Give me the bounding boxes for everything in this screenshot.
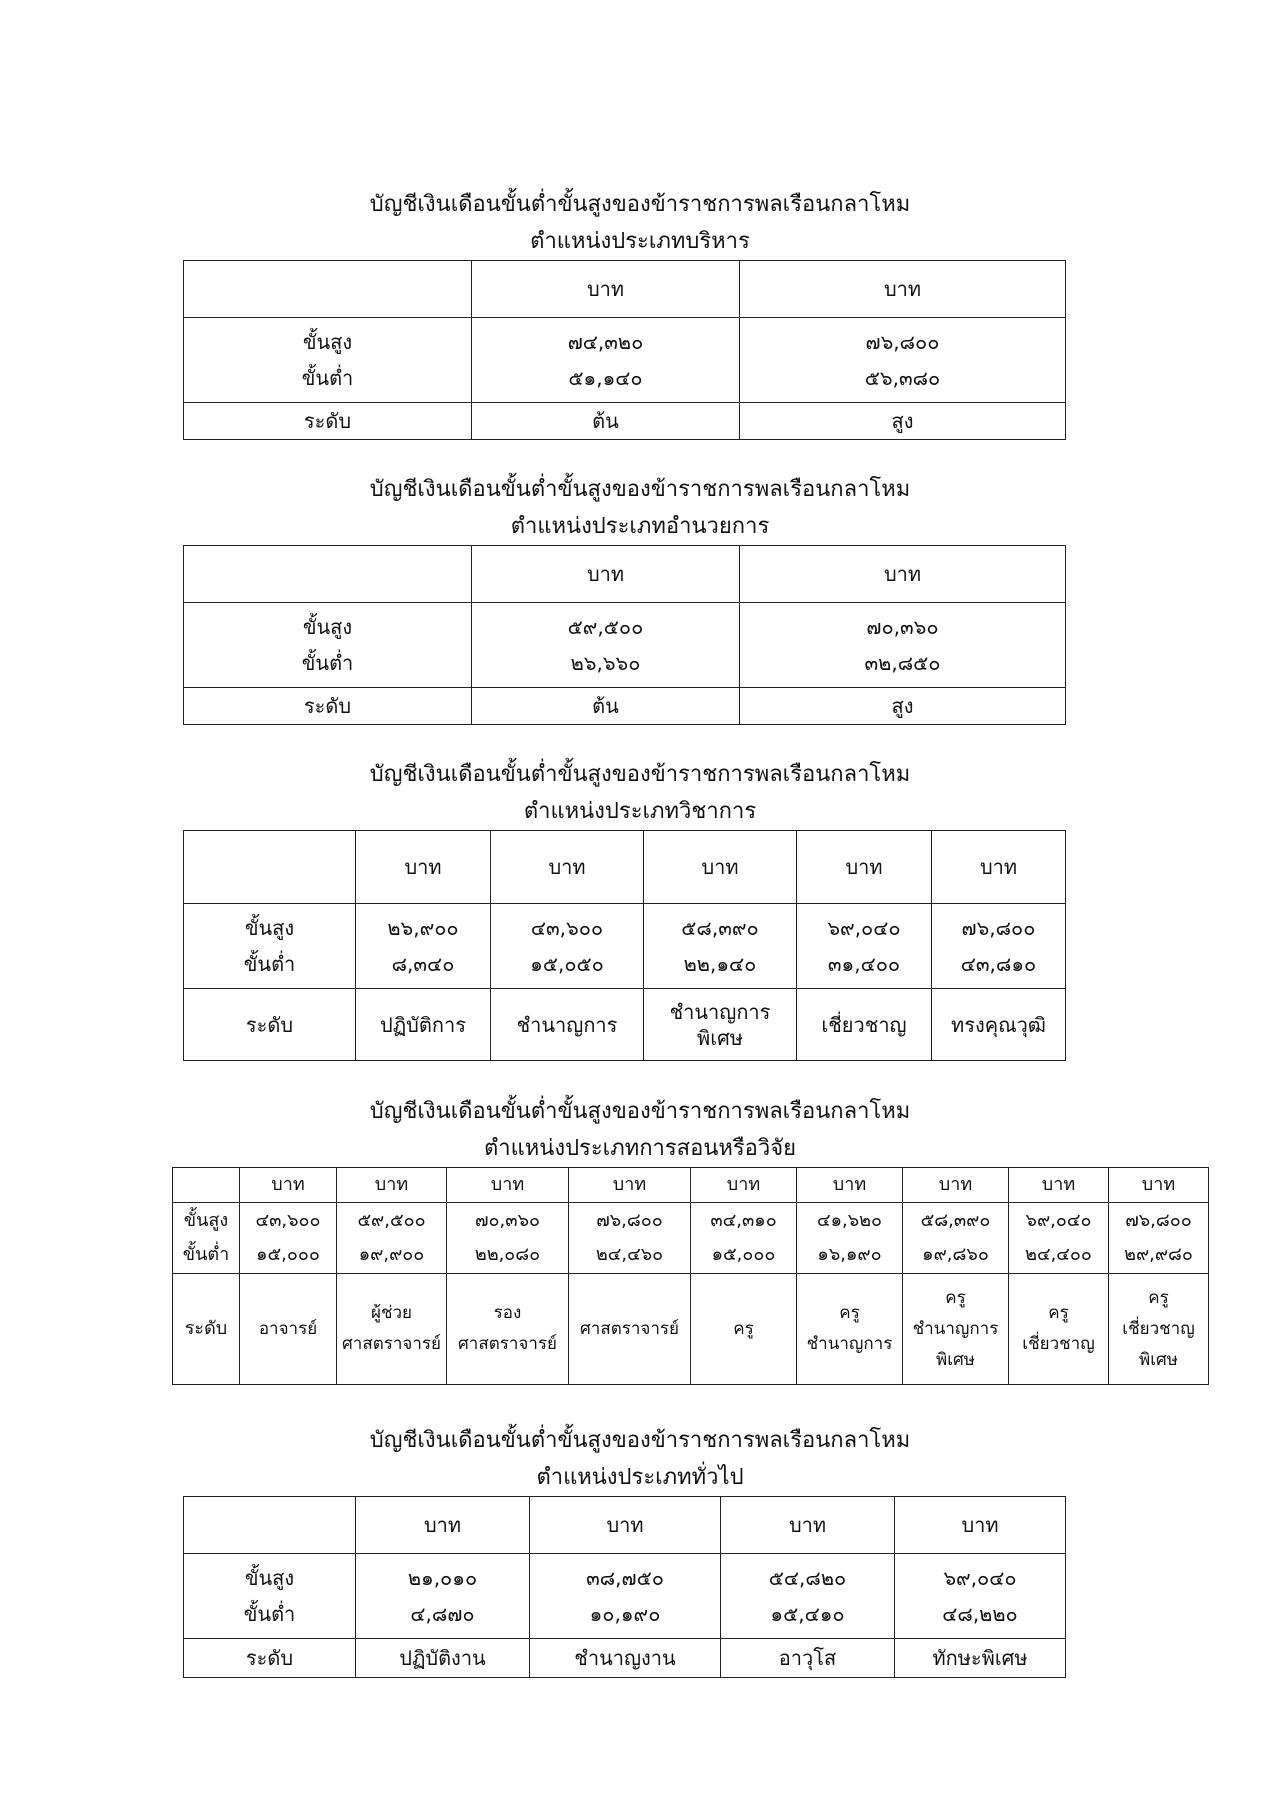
header-empty-cell (184, 261, 472, 318)
max-value: ๕๙,๕๐๐ (357, 1210, 426, 1231)
level-line: ครู (1048, 1303, 1069, 1323)
range-label-cell (184, 318, 472, 403)
section-subtitle: ตำแหน่งประเภทการสอนหรือวิจัย (483, 1136, 797, 1161)
unit-header: บาท (1109, 1168, 1209, 1203)
level-value (472, 403, 740, 440)
level-label: ระดับ (184, 688, 472, 725)
level-value (356, 989, 491, 1061)
level-line: พิเศษ (697, 1025, 743, 1050)
range-value-cell (932, 904, 1066, 989)
range-value-cell (721, 1554, 895, 1639)
level-value (895, 1639, 1066, 1678)
level-line: ชำนาญการ (912, 1318, 999, 1339)
range-label-cell (184, 904, 356, 989)
level-line: ครู (839, 1303, 860, 1323)
min-value: ๘,๓๔๐ (391, 952, 455, 976)
unit-header: บาท (337, 1168, 447, 1203)
max-value: ๒๑,๐๑๐ (407, 1566, 478, 1590)
min-label: ขั้นต่ำ (301, 366, 354, 390)
level-value (472, 688, 740, 725)
range-label-cell (173, 1203, 240, 1274)
level-value (1109, 1274, 1209, 1385)
range-value-cell (895, 1554, 1066, 1639)
min-value: ๒๔,๔๖๐ (595, 1244, 664, 1265)
level-line: ชำนาญการ (516, 1012, 618, 1037)
level-line: ชำนาญการ (806, 1334, 893, 1354)
unit-header: บาท (447, 1168, 569, 1203)
header-empty-cell (184, 546, 472, 603)
level-line: ชำนาญการ (669, 999, 771, 1024)
salary-table (172, 1167, 1209, 1385)
unit-header: บาท (472, 546, 740, 603)
max-value: ๕๔,๘๒๐ (768, 1566, 847, 1590)
min-value: ๑๖,๑๙๐ (817, 1244, 882, 1265)
range-value-cell (644, 904, 797, 989)
min-value: ๑๙,๘๖๐ (922, 1244, 989, 1265)
salary-table (183, 830, 1066, 1061)
header-empty-cell (184, 831, 356, 904)
max-label: ขั้นสูง (302, 615, 353, 639)
max-label: ขั้นสูง (183, 1210, 229, 1231)
min-label: ขั้นต่ำ (301, 651, 354, 675)
min-value: ๑๕,๐๐๐ (256, 1244, 320, 1265)
unit-header: บาท (491, 831, 644, 904)
max-value: ๒๖,๙๐๐ (387, 916, 459, 940)
unit-header: บาท (740, 546, 1066, 603)
level-line: อาจารย์ (258, 1318, 318, 1339)
level-value (740, 403, 1066, 440)
unit-header: บาท (530, 1497, 721, 1554)
unit-header: บาท (895, 1497, 1066, 1554)
section-title: บัญชีเงินเดือนขั้นต่ำขั้นสูงของข้าราชการพลเรือนกลาโหม (369, 477, 911, 502)
level-line: รอง (493, 1303, 522, 1323)
level-line: ครู (733, 1318, 754, 1339)
min-value: ๑๕,๔๑๐ (770, 1602, 845, 1626)
section-title: บัญชีเงินเดือนขั้นต่ำขั้นสูงของข้าราชการพลเรือนกลาโหม (369, 762, 911, 787)
level-label: ระดับ (184, 403, 472, 440)
range-value-cell (491, 904, 644, 989)
unit-header: บาท (932, 831, 1066, 904)
unit-header: บาท (740, 261, 1066, 318)
min-value: ๑๙,๙๐๐ (358, 1244, 425, 1265)
range-label-cell (184, 1554, 356, 1639)
max-value: ๓๔,๓๑๐ (710, 1210, 777, 1231)
level-line: ปฏิบัติการ (380, 1012, 466, 1037)
min-value: ๑๐,๑๙๐ (589, 1602, 661, 1626)
min-value: ๓๒,๘๕๐ (864, 651, 941, 675)
unit-header: บาท (569, 1168, 691, 1203)
range-value-cell (740, 318, 1066, 403)
min-value: ๕๑,๑๔๐ (568, 366, 643, 390)
max-value: ๗๖,๘๐๐ (961, 916, 1036, 940)
level-value (491, 989, 644, 1061)
level-line: เชี่ยวชาญ (821, 1012, 907, 1037)
level-value (569, 1274, 691, 1385)
level-line: ชำนาญงาน (574, 1646, 676, 1670)
level-value (691, 1274, 797, 1385)
level-line: ศาสตราจารย์ (341, 1334, 442, 1354)
max-value: ๗๖,๘๐๐ (596, 1210, 663, 1231)
range-value-cell (1109, 1203, 1209, 1274)
level-value (337, 1274, 447, 1385)
max-value: ๕๘,๓๙๐ (681, 916, 759, 940)
level-value (1009, 1274, 1109, 1385)
level-value (903, 1274, 1009, 1385)
range-value-cell (447, 1203, 569, 1274)
level-line: สูง (891, 409, 914, 433)
header-empty-cell (184, 1497, 356, 1554)
section-subtitle: ตำแหน่งประเภททั่วไป (536, 1465, 744, 1490)
max-value: ๖๙,๐๔๐ (827, 916, 901, 940)
level-value (447, 1274, 569, 1385)
max-value: ๓๘,๗๕๐ (586, 1566, 664, 1590)
level-line: พิเศษ (935, 1349, 975, 1370)
unit-header: บาท (903, 1168, 1009, 1203)
section-subtitle: ตำแหน่งประเภทอำนวยการ (510, 514, 770, 539)
min-value: ๔๓,๘๑๐ (960, 952, 1037, 976)
unit-header: บาท (1009, 1168, 1109, 1203)
min-label: ขั้นต่ำ (243, 952, 296, 976)
max-value: ๔๓,๖๐๐ (530, 916, 604, 940)
max-label: ขั้นสูง (302, 330, 353, 354)
range-value-cell (356, 1554, 530, 1639)
section-subtitle: ตำแหน่งประเภทบริหาร (530, 229, 750, 254)
level-label: ระดับ (184, 989, 356, 1061)
level-line: ครู (945, 1287, 966, 1308)
level-label: ระดับ (173, 1274, 240, 1385)
level-line: อาวุโส (778, 1646, 837, 1670)
level-line: ทรงคุณวุฒิ (951, 1012, 1046, 1037)
range-value-cell (691, 1203, 797, 1274)
salary-table (183, 260, 1066, 440)
range-value-cell (740, 603, 1066, 688)
range-value-cell (797, 904, 932, 989)
level-value (740, 688, 1066, 725)
level-value (644, 989, 797, 1061)
unit-header: บาท (240, 1168, 337, 1203)
unit-header: บาท (691, 1168, 797, 1203)
max-value: ๕๙,๕๐๐ (567, 615, 644, 639)
unit-header: บาท (472, 261, 740, 318)
max-value: ๗๔,๓๒๐ (567, 330, 644, 354)
min-value: ๒๒,๐๘๐ (474, 1244, 541, 1265)
max-value: ๗๖,๘๐๐ (1125, 1210, 1192, 1231)
section-title: บัญชีเงินเดือนขั้นต่ำขั้นสูงของข้าราชการพลเรือนกลาโหม (369, 1428, 911, 1453)
range-value-cell (337, 1203, 447, 1274)
unit-header: บาท (721, 1497, 895, 1554)
section-title: บัญชีเงินเดือนขั้นต่ำขั้นสูงของข้าราชการพลเรือนกลาโหม (369, 1099, 911, 1124)
min-value: ๒๒,๑๔๐ (683, 952, 757, 976)
max-label: ขั้นสูง (244, 1566, 295, 1590)
level-line: ปฏิบัติงาน (399, 1646, 486, 1670)
level-value (797, 989, 932, 1061)
section-title: บัญชีเงินเดือนขั้นต่ำขั้นสูงของข้าราชการพลเรือนกลาโหม (369, 192, 911, 217)
level-label: ระดับ (184, 1639, 356, 1678)
unit-header: บาท (797, 831, 932, 904)
max-value: ๖๙,๐๔๐ (1025, 1210, 1092, 1231)
range-value-cell (356, 904, 491, 989)
min-label: ขั้นต่ำ (182, 1244, 230, 1265)
max-label: ขั้นสูง (244, 916, 295, 940)
level-line: ทักษะพิเศษ (932, 1646, 1028, 1670)
level-value (721, 1639, 895, 1678)
level-line: พิเศษ (1138, 1349, 1178, 1370)
max-value: ๔๓,๖๐๐ (255, 1210, 321, 1231)
range-value-cell (569, 1203, 691, 1274)
level-line: เชี่ยวชาญ (1122, 1318, 1195, 1339)
unit-header: บาท (356, 831, 491, 904)
range-label-cell (184, 603, 472, 688)
range-value-cell (530, 1554, 721, 1639)
level-value (797, 1274, 903, 1385)
level-line: ศาสตราจารย์ (579, 1318, 680, 1339)
range-value-cell (240, 1203, 337, 1274)
level-line: ศาสตราจารย์ (457, 1334, 558, 1354)
range-value-cell (1009, 1203, 1109, 1274)
min-label: ขั้นต่ำ (243, 1602, 296, 1626)
unit-header: บาท (797, 1168, 903, 1203)
level-value (530, 1639, 721, 1678)
salary-table (183, 1496, 1066, 1678)
unit-header: บาท (356, 1497, 530, 1554)
range-value-cell (472, 318, 740, 403)
level-value (932, 989, 1066, 1061)
salary-table (183, 545, 1066, 725)
section-subtitle: ตำแหน่งประเภทวิชาการ (523, 799, 757, 824)
max-value: ๖๙,๐๔๐ (943, 1566, 1017, 1590)
min-value: ๒๖,๖๖๐ (570, 651, 641, 675)
max-value: ๗๐,๓๖๐ (475, 1210, 540, 1231)
level-line: สูง (891, 694, 914, 718)
min-value: ๕๖,๓๘๐ (864, 366, 941, 390)
min-value: ๔๘,๒๒๐ (942, 1602, 1018, 1626)
min-value: ๑๕,๐๐๐ (711, 1244, 776, 1265)
level-line: ผู้ช่วย (370, 1303, 412, 1323)
range-value-cell (903, 1203, 1009, 1274)
max-value: ๕๘,๓๙๐ (920, 1210, 991, 1231)
range-value-cell (797, 1203, 903, 1274)
min-value: ๒๙,๙๘๐ (1124, 1244, 1193, 1265)
level-line: ต้น (592, 409, 619, 433)
min-value: ๒๔,๔๐๐ (1025, 1244, 1092, 1265)
min-value: ๓๑,๔๐๐ (827, 952, 901, 976)
max-value: ๗๐,๓๖๐ (866, 615, 939, 639)
max-value: ๔๑,๖๒๐ (816, 1210, 883, 1231)
level-line: ครู (1148, 1287, 1169, 1308)
level-line: ต้น (592, 694, 619, 718)
range-value-cell (472, 603, 740, 688)
min-value: ๔,๘๗๐ (410, 1602, 475, 1626)
level-value (240, 1274, 337, 1385)
max-value: ๗๖,๘๐๐ (865, 330, 940, 354)
unit-header: บาท (644, 831, 797, 904)
header-empty-cell (173, 1168, 240, 1203)
min-value: ๑๕,๐๕๐ (530, 952, 604, 976)
level-line: เชี่ยวชาญ (1022, 1334, 1095, 1354)
level-value (356, 1639, 530, 1678)
